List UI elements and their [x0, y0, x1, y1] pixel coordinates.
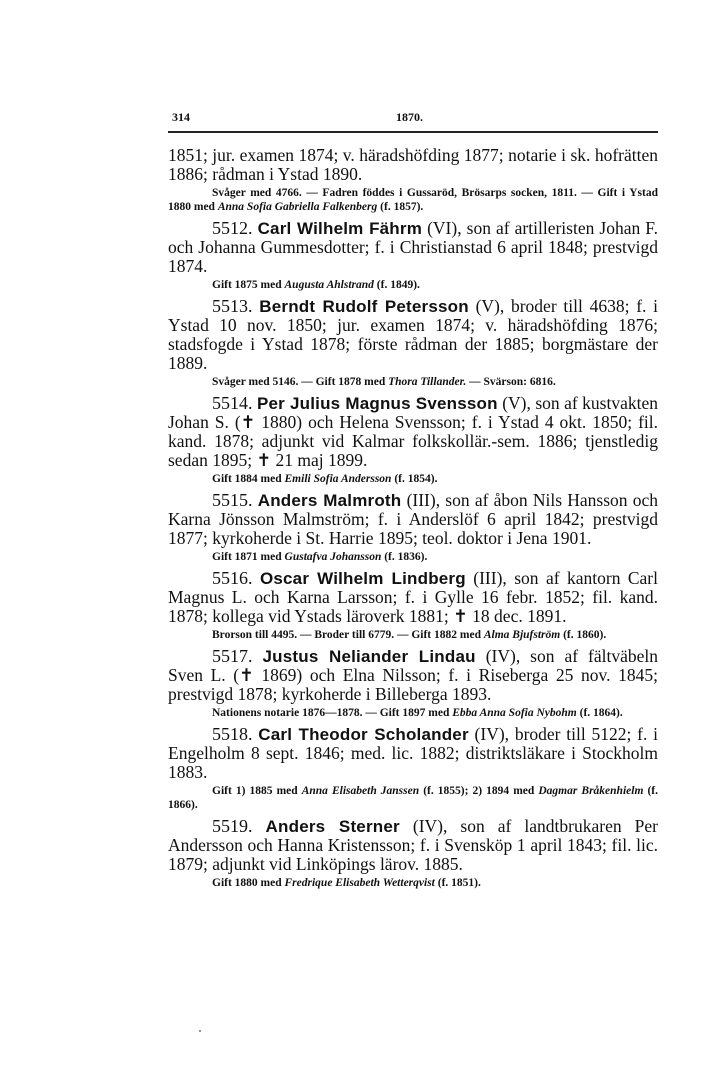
note-text: Gift 1880 med [212, 877, 285, 889]
note-text: — Svärson: 6816. [466, 376, 556, 388]
note-text: Svåger med 5146. — Gift 1878 med [212, 376, 389, 388]
entry-name: Berndt Rudolf Petersson [259, 297, 469, 316]
entry-note [168, 278, 658, 292]
note-text: Gift 1875 med [212, 279, 285, 291]
entry-text [168, 394, 658, 470]
entry-note [168, 706, 658, 720]
note-text: (f. 1857). [377, 201, 424, 213]
spouse-name: Alma Bjufström [483, 629, 561, 641]
entry-name: Justus Neliander Lindau [262, 647, 476, 666]
spouse-name: Gustafva Johansson [284, 551, 382, 563]
entry-list [168, 219, 658, 890]
page-header [168, 110, 658, 126]
entry-name: Anders Malmroth [257, 491, 402, 510]
entry-text [168, 491, 658, 548]
continuation-note [168, 186, 658, 214]
note-text: (f. 1860). [560, 629, 607, 641]
note-text: Gift 1871 med [212, 551, 285, 563]
spouse-name: Anna Elisabeth Janssen [301, 785, 420, 797]
spouse-name: Dagmar Bråkenhielm [538, 785, 644, 797]
note-text: Gift 1884 med [212, 473, 285, 485]
entry-number: 5519. [212, 816, 253, 836]
entry-name: Oscar Wilhelm Lindberg [259, 569, 466, 588]
entry-number: 5514. [212, 393, 253, 413]
spouse-name: Emili Sofia Andersson [284, 473, 392, 485]
entry-biography: (III), son af åbon Nils Hansson och Karna Jönsson Malmström; f. i Anderslöf 6 april 1842; prestvigd 1877; kyrkoherde i St. Harrie 1895; teol. doktor i Jena 1901. [168, 490, 659, 548]
entry-note [168, 876, 658, 890]
note-text: (f. 1854). [391, 473, 438, 485]
entry-note [168, 375, 658, 389]
entry-biography: (IV), son af landtbrukaren Per Andersson och Hanna Kristensson; f. i Svensköp 1 april 1843; fil. lic. 1879; adjunkt vid Linköpings lärov. 1885. [168, 816, 658, 874]
entry-biography: (III), son af kantorn Carl Magnus L. och Karna Larsson; f. i Gylle 16 febr. 1852; fil. kand. 1878; kollega vid Ystads läroverk 1881; ✝ 18 dec. 1891. [168, 568, 658, 626]
spouse-name: Thora Tillander. [388, 376, 467, 388]
entry-note [168, 628, 658, 642]
note-text: Brorson till 4495. — Broder till 6779. — Gift 1882 med [212, 629, 484, 641]
entry-name: Per Julius Magnus Svensson [256, 394, 498, 413]
entry-note [168, 784, 658, 812]
entry-name: Anders Sterner [265, 817, 400, 836]
spouse-name: Augusta Ahlstrand [284, 279, 374, 291]
note-text: Nationens notarie 1876—1878. — Gift 1897 med [212, 707, 453, 719]
note-text: (f. 1866). [168, 785, 659, 811]
spouse-name: Anna Sofia Gabriella Falkenberg [217, 201, 378, 213]
continuation-text: 1851; jur. examen 1874; v. häradshöfding 1877; notarie i sk. hofrätten 1886; rådman i Ystad 1890. [168, 145, 658, 184]
entry-number: 5512. [212, 218, 253, 238]
running-head-year: 1870. [396, 110, 423, 124]
entry-text [168, 647, 658, 704]
entry-text [168, 817, 658, 874]
page-number: 314 [172, 110, 190, 124]
note-text: Svåger med 4766. — Fadren föddes i Gussaröd, Brösarps socken, 1811. — Gift i Ystad 1880 med [168, 187, 658, 213]
note-text: (f. 1849). [373, 279, 420, 291]
spouse-name: Ebba Anna Sofia Nybohm [452, 707, 577, 719]
entry-text [168, 219, 658, 276]
entry-biography: (V), son af kustvakten Johan S. (✝ 1880) och Helena Svensson; f. i Ystad 4 okt. 1850; fil. kand. 1878; adjunkt vid Kalmar folkskollär.-sem. 1886; tjenstledig sedan 1895; ✝ 21 maj 1899. [168, 393, 659, 470]
entry-text [168, 569, 658, 626]
note-text: (f. 1836). [381, 551, 428, 563]
note-text: (f. 1864). [576, 707, 623, 719]
entry-note [168, 550, 658, 564]
specks [199, 1030, 201, 1032]
note-text: (f. 1851). [434, 877, 481, 889]
entry-number: 5518. [212, 724, 253, 744]
page-text [168, 146, 658, 895]
entry-biography: (V), broder till 4638; f. i Ystad 10 nov. 1850; jur. examen 1874; v. häradshöfding 1876; stadsfogde i Ystad 1878; förste rådman der 1885; borgmästare der 1889. [168, 296, 659, 373]
entry-biography: (IV), son af fältväbeln Sven L. (✝ 1869) och Elna Nilsson; f. i Riseberga 25 nov. 1845; prestvigd 1878; kyrkoherde i Billeberga 1893. [168, 646, 658, 704]
entry-text [168, 725, 658, 782]
header-rule [168, 131, 658, 133]
entry-name: Carl Wilhelm Fährm [257, 219, 423, 238]
entry-biography: (IV), broder till 5122; f. i Engelholm 8 sept. 1846; med. lic. 1882; distriktsläkare i Stockholm 1883. [168, 724, 659, 782]
entry-note [168, 472, 658, 486]
entry-text [168, 297, 658, 373]
entry-name: Carl Theodor Scholander [258, 725, 469, 744]
entry-number: 5515. [212, 490, 253, 510]
entry-biography: (VI), son af artilleristen Johan F. och Johanna Gummesdotter; f. i Christianstad 6 april 1848; prestvigd 1874. [168, 218, 659, 276]
entry-number: 5513. [212, 296, 253, 316]
entry-number: 5517. [212, 646, 253, 666]
note-text: (f. 1855); 2) 1894 med [419, 785, 539, 797]
entry-number: 5516. [212, 568, 253, 588]
note-text: Gift 1) 1885 med [212, 785, 302, 797]
spouse-name: Fredrique Elisabeth Wetterqvist [284, 877, 435, 889]
